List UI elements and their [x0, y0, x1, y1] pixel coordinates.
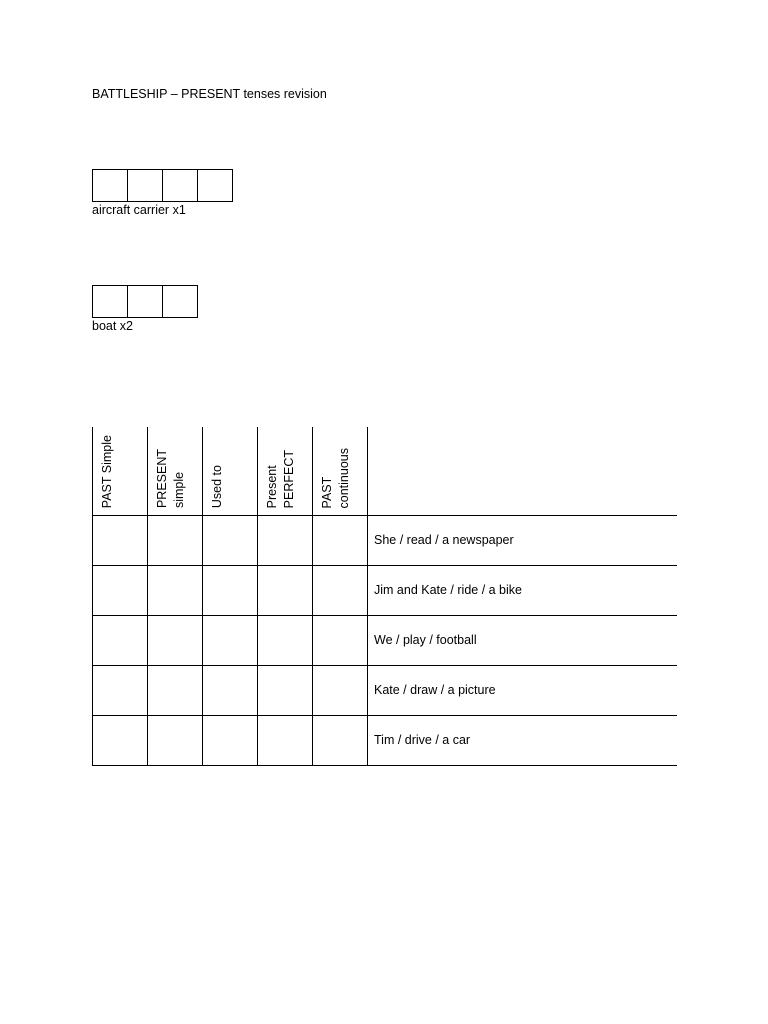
sentence-column-header: [368, 427, 677, 515]
grid-cell[interactable]: [148, 615, 203, 665]
grid-cell[interactable]: [93, 665, 148, 715]
column-header: [258, 427, 313, 515]
column-header-label: Present PERFECT: [265, 450, 296, 509]
sentence-cell: Jim and Kate / ride / a bike: [368, 565, 677, 615]
grid-cell[interactable]: [313, 615, 368, 665]
sentence-cell: She / read / a newspaper: [368, 515, 677, 565]
column-header: [148, 427, 203, 515]
grid-cell[interactable]: [313, 715, 368, 765]
grid-cell[interactable]: [313, 515, 368, 565]
ship-cell[interactable]: [127, 169, 163, 202]
battleship-grid: [92, 427, 677, 766]
column-header-label: PAST continuous: [320, 448, 351, 509]
grid-header-row: [93, 427, 677, 515]
grid-cell[interactable]: [148, 515, 203, 565]
grid-cell[interactable]: [313, 565, 368, 615]
table-row: [93, 565, 677, 615]
page-title: BATTLESHIP – PRESENT tenses revision: [92, 87, 327, 101]
column-header-label: Used to: [210, 465, 224, 509]
column-header: [313, 427, 368, 515]
grid-cell[interactable]: [148, 565, 203, 615]
grid-cell[interactable]: [93, 515, 148, 565]
grid-cell[interactable]: [148, 665, 203, 715]
ship-cell[interactable]: [127, 285, 163, 318]
table-row: [93, 615, 677, 665]
ship-cell[interactable]: [92, 285, 128, 318]
grid-cell[interactable]: [313, 665, 368, 715]
grid-cell[interactable]: [148, 715, 203, 765]
table-row: [93, 665, 677, 715]
grid-cell[interactable]: [258, 665, 313, 715]
grid-cell[interactable]: [203, 565, 258, 615]
sentence-cell: Tim / drive / a car: [368, 715, 677, 765]
grid-cell[interactable]: [203, 665, 258, 715]
grid-cell[interactable]: [93, 615, 148, 665]
ship-cell[interactable]: [162, 285, 198, 318]
column-header: [203, 427, 258, 515]
grid-cell[interactable]: [258, 715, 313, 765]
sentence-cell: Kate / draw / a picture: [368, 665, 677, 715]
grid-cell[interactable]: [203, 615, 258, 665]
aircraft-carrier-boxes: [92, 169, 232, 202]
table-row: [93, 515, 677, 565]
ship-cell[interactable]: [197, 169, 233, 202]
grid-cell[interactable]: [203, 715, 258, 765]
column-header-label: PRESENT simple: [155, 449, 186, 509]
grid-cell[interactable]: [258, 515, 313, 565]
grid-cell[interactable]: [93, 715, 148, 765]
column-header: [93, 427, 148, 515]
table-row: [93, 715, 677, 765]
column-header-label: PAST Simple: [100, 435, 114, 509]
grid-cell[interactable]: [258, 565, 313, 615]
grid-cell[interactable]: [203, 515, 258, 565]
grid-cell[interactable]: [93, 565, 148, 615]
aircraft-carrier-label: aircraft carrier x1: [92, 203, 186, 217]
ship-cell[interactable]: [92, 169, 128, 202]
sentence-cell: We / play / football: [368, 615, 677, 665]
boat-boxes: [92, 285, 197, 318]
ship-cell[interactable]: [162, 169, 198, 202]
boat-label: boat x2: [92, 319, 134, 333]
grid-cell[interactable]: [258, 615, 313, 665]
